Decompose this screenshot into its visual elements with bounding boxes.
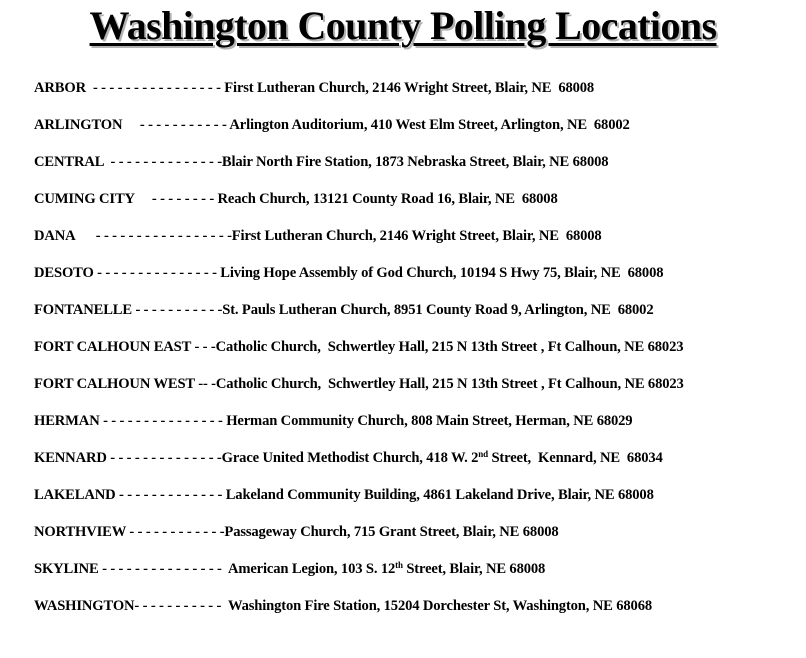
- location-line: CUMING CITY - - - - - - - - Reach Church, 13121 County Road 16, Blair, NE 68008: [34, 191, 558, 207]
- location-line-before: SKYLINE - - - - - - - - - - - - - - - American Legion, 103 S. 12: [34, 561, 396, 577]
- polling-location-row: [34, 115, 804, 152]
- polling-location-row: [34, 596, 804, 633]
- location-line: ARLINGTON - - - - - - - - - - - Arlington Auditorium, 410 West Elm Street, Arlington, NE 68002: [34, 117, 630, 133]
- polling-location-row: [34, 263, 804, 300]
- location-line-after: Street, Blair, NE 68008: [402, 561, 546, 577]
- location-line-after: Street, Kennard, NE 68034: [487, 450, 663, 466]
- location-line: WASHINGTON- - - - - - - - - - - Washington Fire Station, 15204 Dorchester St, Washington, NE 68068: [34, 598, 652, 614]
- polling-location-row: [34, 189, 804, 226]
- polling-location-row: [34, 485, 804, 522]
- location-line: HERMAN - - - - - - - - - - - - - - - Herman Community Church, 808 Main Street, Herman, NE 68029: [34, 413, 633, 429]
- location-line: [34, 559, 804, 579]
- location-line: FORT CALHOUN WEST -- -Catholic Church, Schwertley Hall, 215 N 13th Street , Ft Calhoun, NE 68023: [34, 376, 684, 392]
- ordinal-suffix: nd: [478, 449, 488, 459]
- polling-location-row: [34, 337, 804, 374]
- page-title-text: Washington County Polling Locations: [89, 3, 717, 48]
- location-line: ARBOR - - - - - - - - - - - - - - - - First Lutheran Church, 2146 Wright Street, Blair, NE 68008: [34, 80, 595, 96]
- location-line: [34, 448, 804, 468]
- location-line: CENTRAL - - - - - - - - - - - - - -Blair North Fire Station, 1873 Nebraska Street, Blair, NE 68008: [34, 154, 609, 170]
- polling-location-row: [34, 226, 804, 263]
- polling-location-row: [34, 411, 804, 448]
- polling-location-row: [34, 152, 804, 189]
- polling-location-list: [34, 78, 804, 633]
- location-line: FORT CALHOUN EAST - - -Catholic Church, Schwertley Hall, 215 N 13th Street , Ft Calhoun, NE 68023: [34, 339, 684, 355]
- location-line: FONTANELLE - - - - - - - - - - -St. Pauls Lutheran Church, 8951 County Road 9, Arlington, NE 68002: [34, 302, 654, 318]
- location-line-before: KENNARD - - - - - - - - - - - - - -Grace United Methodist Church, 418 W. 2: [34, 450, 479, 466]
- polling-location-row: [34, 374, 804, 411]
- polling-location-row: [34, 559, 804, 596]
- location-line: NORTHVIEW - - - - - - - - - - - -Passageway Church, 715 Grant Street, Blair, NE 68008: [34, 524, 559, 540]
- polling-location-row: [34, 300, 804, 337]
- ordinal-suffix: th: [395, 560, 403, 570]
- polling-location-row: [34, 522, 804, 559]
- polling-location-row: [34, 448, 804, 485]
- location-line: DANA - - - - - - - - - - - - - - - - -First Lutheran Church, 2146 Wright Street, Blair, NE 68008: [34, 228, 602, 244]
- polling-location-row: [34, 78, 804, 115]
- location-line: LAKELAND - - - - - - - - - - - - - Lakeland Community Building, 4861 Lakeland Drive, Blair, NE 68008: [34, 487, 654, 503]
- location-line: DESOTO - - - - - - - - - - - - - - - Living Hope Assembly of God Church, 10194 S Hwy 75, Blair, NE 68008: [34, 265, 664, 281]
- page-title: [0, 4, 806, 48]
